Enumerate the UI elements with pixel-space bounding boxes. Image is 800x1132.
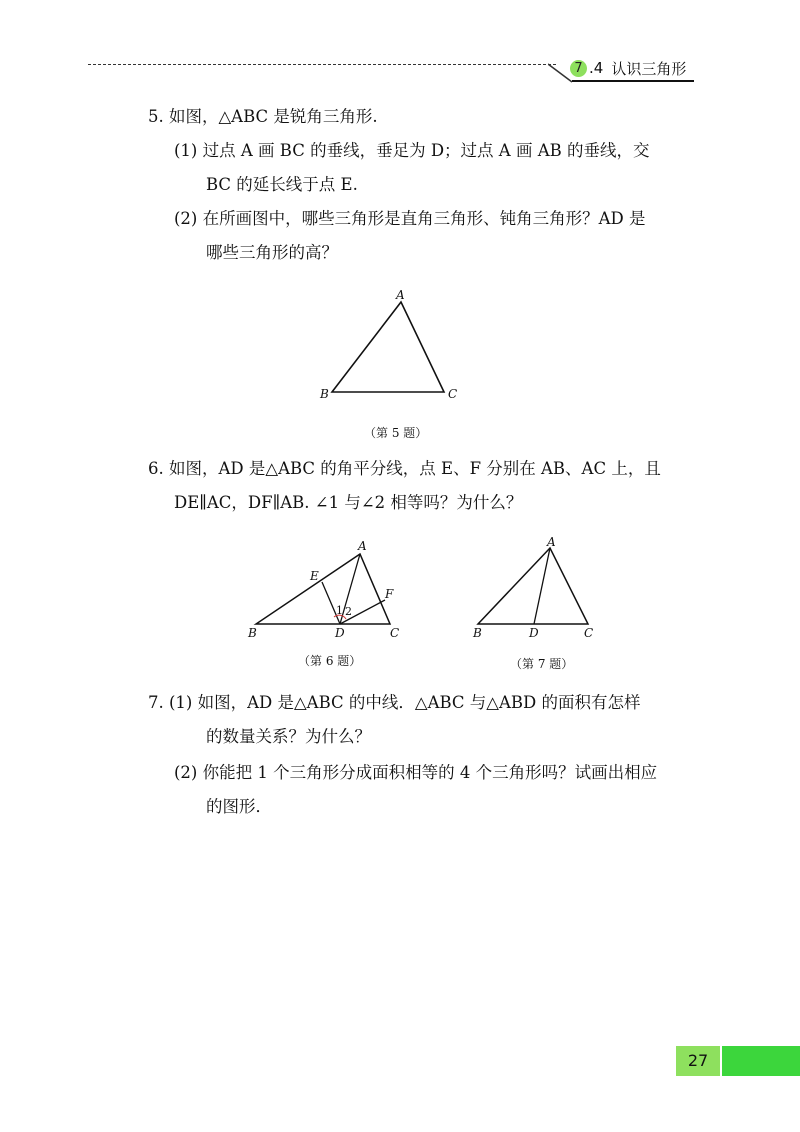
- label-a: A: [358, 539, 367, 553]
- label-a: A: [396, 288, 405, 302]
- header-underline: [572, 80, 694, 82]
- segment-de: [322, 582, 340, 624]
- triangle-abc: [478, 548, 588, 624]
- page-accent-bar: [722, 1046, 800, 1076]
- triangle-abc: [332, 302, 444, 392]
- figure-5-triangle: [316, 288, 466, 406]
- label-b: B: [473, 626, 482, 640]
- label-angle-1: 1: [336, 604, 343, 617]
- header-dashed-rule: [88, 64, 556, 65]
- problem-5-part-1-cont: BC 的延长线于点 E.: [206, 175, 358, 194]
- problem-7-part-2: (2) 你能把 1 个三角形分成面积相等的 4 个三角形吗？试画出相应: [174, 763, 658, 782]
- label-angle-2: 2: [345, 605, 352, 618]
- page-number: 27: [676, 1046, 720, 1076]
- figure-7-median: [470, 536, 605, 642]
- problem-5-part-2: (2) 在所画图中，哪些三角形是直角三角形、钝角三角形？AD 是: [174, 209, 646, 228]
- problem-5-stem: 5. 如图，△ABC 是锐角三角形.: [148, 107, 378, 126]
- label-d: D: [529, 626, 539, 640]
- label-b: B: [320, 387, 329, 401]
- section-subnumber: .4: [589, 59, 604, 77]
- problem-5-part-1: (1) 过点 A 画 BC 的垂线，垂足为 D；过点 A 画 AB 的垂线，交: [174, 141, 650, 160]
- problem-6-line-2: DE∥AC，DF∥AB. ∠1 与∠2 相等吗？为什么？: [174, 493, 523, 512]
- problem-7-part-1: 7. (1) 如图，AD 是△ABC 的中线．△ABC 与△ABD 的面积有怎样: [148, 693, 641, 712]
- section-number-badge: 7: [570, 60, 587, 77]
- label-b: B: [248, 626, 257, 640]
- section-header: [570, 56, 686, 80]
- label-d: D: [335, 626, 345, 640]
- label-a: A: [547, 535, 556, 549]
- section-number: [570, 59, 603, 77]
- problem-6-line-1: 6. 如图，AD 是△ABC 的角平分线，点 E、F 分别在 AB、AC 上，且: [148, 459, 661, 478]
- figure-5-caption: （第 5 题）: [364, 426, 428, 440]
- problem-5-part-2-cont: 哪些三角形的高？: [206, 243, 338, 262]
- label-e: E: [310, 569, 319, 583]
- figure-7-caption: （第 7 题）: [510, 657, 574, 671]
- problem-7-part-1-cont: 的数量关系？为什么？: [206, 727, 371, 746]
- problem-7-part-2-cont: 的图形．: [206, 797, 272, 816]
- label-c: C: [390, 626, 400, 640]
- section-title: 认识三角形: [611, 59, 687, 78]
- figure-6-caption: （第 6 题）: [298, 654, 362, 668]
- label-c: C: [584, 626, 594, 640]
- figure-6-angle-bisector: [244, 538, 414, 644]
- label-c: C: [448, 387, 458, 401]
- label-f: F: [385, 587, 394, 601]
- triangle-abc: [256, 554, 390, 624]
- median-ad: [534, 548, 550, 624]
